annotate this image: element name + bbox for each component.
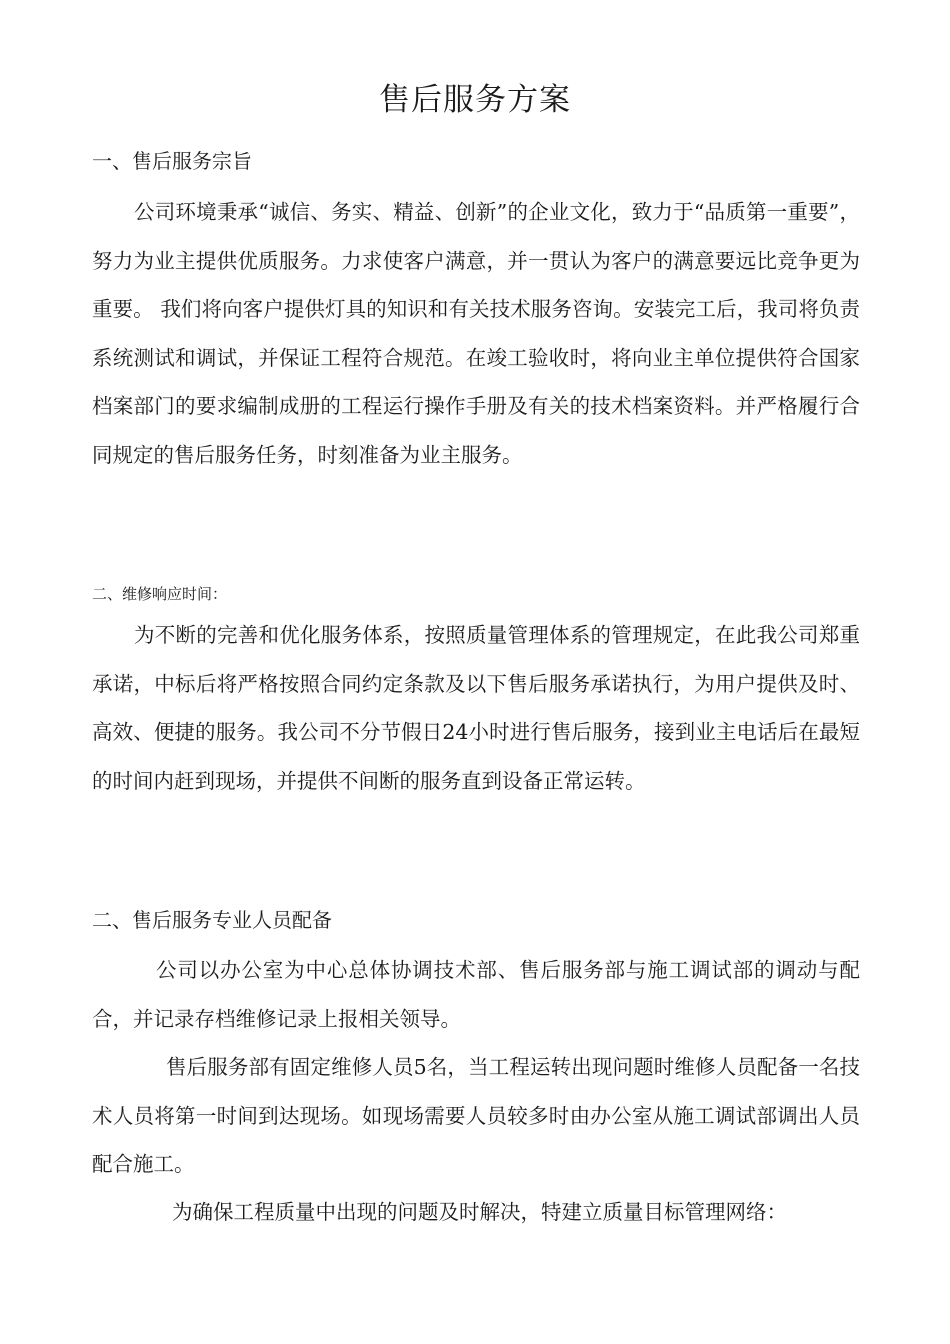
paragraph-staffing-maintenance: 售后服务部有固定维修人员5名，当工程运转出现问题时维修人员配备一名技术人员将第一时间到达现场。如现场需要人员较多时由办公室从施工调试部调出人员配合施工。 (92, 1055, 860, 1176)
section-heading-response-time: 二、维修响应时间： (92, 585, 228, 603)
section-heading-purpose: 一、售后服务宗旨 (92, 149, 252, 173)
document-title: 售后服务方案 (379, 82, 571, 118)
paragraph-staffing-coordination: 公司以办公室为中心总体协调技术部、售后服务部与施工调试部的调动与配合，并记录存档维修记录上报相关领导。 (92, 958, 860, 1031)
paragraph-purpose: 公司环境秉承“诚信、务实、精益、创新”的企业文化，致力于“品质第一重要”，努力为业主提供优质服务。力求使客户满意，并一贯认为客户的满意要远比竞争更为重要。 我们将向客户提供灯具的知识和有关技术服务咨询。安装完工后，我司将负责系统测试和调试，并保证工程符合规范。在竣工验收时，将向业主单位提供符合国家档案部门的要求编制成册的工程运行操作手册及有关的技术档案资料。并严格履行合同规定的售后服务任务，时刻准备为业主服务。 (92, 200, 860, 467)
paragraph-response-time: 为不断的完善和优化服务体系，按照质量管理体系的管理规定，在此我公司郑重承诺，中标后将严格按照合同约定条款及以下售后服务承诺执行，为用户提供及时、高效、便捷的服务。我公司不分节假日24小时进行售后服务，接到业主电话后在最短的时间内赶到现场，并提供不间断的服务直到设备正常运转。 (92, 623, 860, 793)
section-heading-staffing: 二、售后服务专业人员配备 (92, 908, 332, 932)
paragraph-quality-network: 为确保工程质量中出现的问题及时解决，特建立质量目标管理网络： (172, 1200, 787, 1224)
